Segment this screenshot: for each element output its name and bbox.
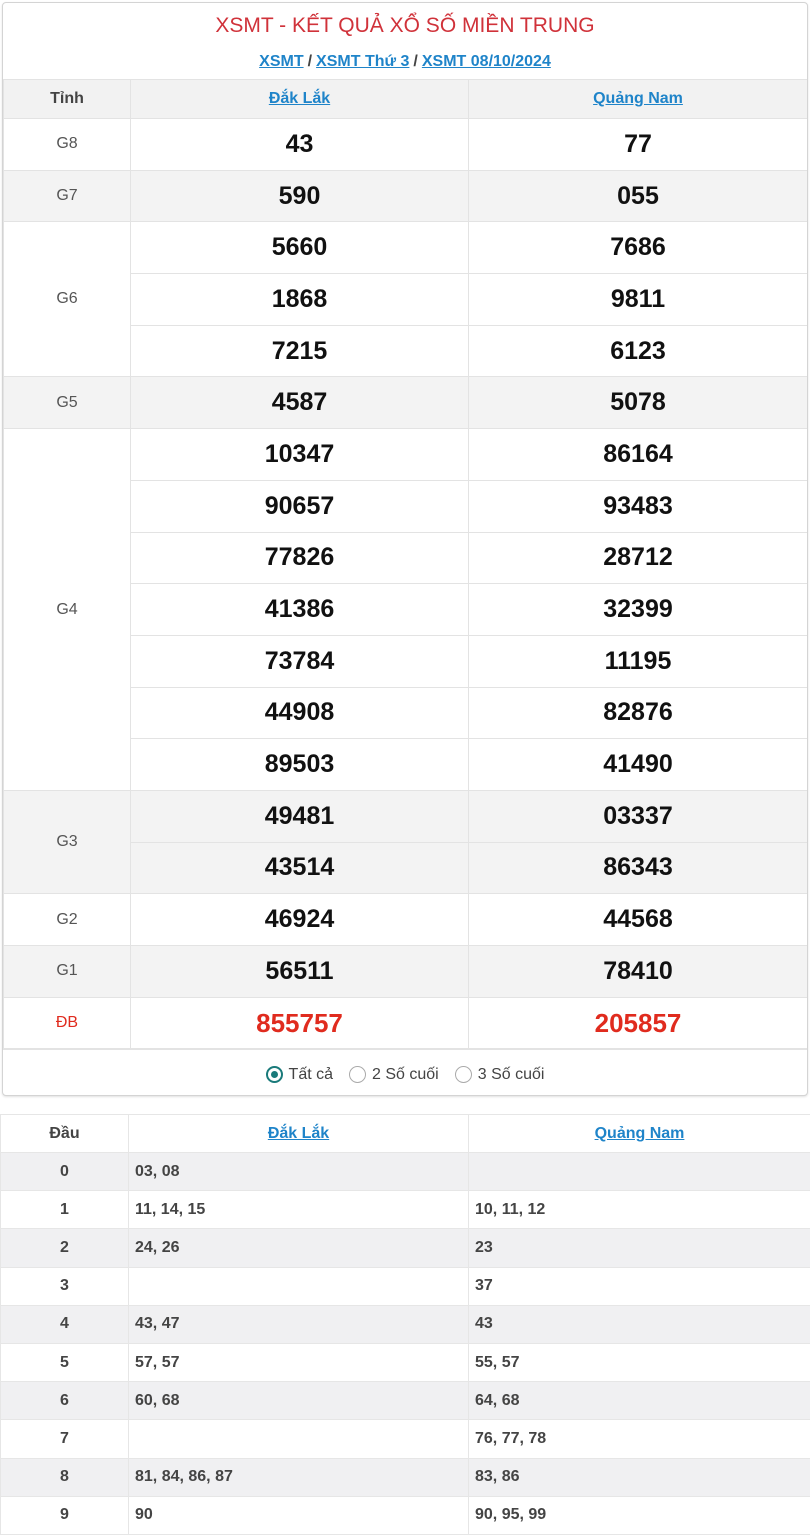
number-quang-nam: 03337 [469, 790, 808, 842]
loto-row [1, 1153, 810, 1191]
loto-values-dak-lak: 03, 08 [129, 1153, 469, 1191]
prize-label: G6 [4, 222, 131, 377]
number-dak-lak: 4587 [131, 377, 469, 429]
filter-all[interactable] [266, 1066, 333, 1084]
number-dak-lak: 5660 [131, 222, 469, 274]
filter-last-2[interactable] [349, 1066, 439, 1084]
number-quang-nam: 32399 [469, 584, 808, 636]
number-dak-lak: 90657 [131, 480, 469, 532]
number-quang-nam: 7686 [469, 222, 808, 274]
loto-values-quang-nam: 10, 11, 12 [469, 1191, 810, 1229]
prize-label: G2 [4, 894, 131, 946]
loto-head-digit: 1 [1, 1191, 129, 1229]
breadcrumb-separator: / [308, 53, 312, 70]
number-dak-lak: 44908 [131, 687, 469, 739]
result-row [4, 170, 808, 222]
loto-values-quang-nam: 37 [469, 1267, 810, 1305]
number-quang-nam: 205857 [469, 997, 808, 1049]
number-quang-nam: 86343 [469, 842, 808, 894]
number-quang-nam: 44568 [469, 894, 808, 946]
loto-head-digit: 9 [1, 1496, 129, 1534]
radio-icon[interactable] [349, 1066, 366, 1083]
number-dak-lak: 1868 [131, 274, 469, 326]
number-dak-lak: 49481 [131, 790, 469, 842]
loto-values-dak-lak [129, 1267, 469, 1305]
results-table [3, 79, 808, 1049]
province-link-quang-nam[interactable]: Quảng Nam [595, 1125, 685, 1142]
result-row [4, 894, 808, 946]
loto-row [1, 1267, 810, 1305]
loto-values-dak-lak: 11, 14, 15 [129, 1191, 469, 1229]
number-quang-nam: 11195 [469, 635, 808, 687]
prize-label: G3 [4, 790, 131, 893]
loto-row [1, 1191, 810, 1229]
loto-values-dak-lak: 24, 26 [129, 1229, 469, 1267]
number-dak-lak: 46924 [131, 894, 469, 946]
breadcrumb-separator: / [413, 53, 417, 70]
loto-head-digit: 2 [1, 1229, 129, 1267]
number-dak-lak: 590 [131, 170, 469, 222]
number-quang-nam: 5078 [469, 377, 808, 429]
breadcrumb-xsmt-date[interactable]: XSMT 08/10/2024 [422, 53, 551, 70]
loto-values-quang-nam: 23 [469, 1229, 810, 1267]
result-row [4, 377, 808, 429]
result-row [4, 790, 808, 842]
loto-head-digit: 0 [1, 1153, 129, 1191]
number-quang-nam: 6123 [469, 325, 808, 377]
digit-filter [3, 1049, 807, 1096]
number-quang-nam: 78410 [469, 946, 808, 998]
number-dak-lak: 56511 [131, 946, 469, 998]
loto-row [1, 1382, 810, 1420]
loto-values-dak-lak: 81, 84, 86, 87 [129, 1458, 469, 1496]
province-link-dak-lak[interactable]: Đắk Lắk [269, 90, 330, 107]
number-dak-lak: 77826 [131, 532, 469, 584]
result-row [4, 429, 808, 481]
result-row [4, 946, 808, 998]
loto-row [1, 1458, 810, 1496]
result-row [4, 997, 808, 1049]
number-quang-nam: 055 [469, 170, 808, 222]
column-header-dak-lak [129, 1115, 469, 1153]
prize-label: G7 [4, 170, 131, 222]
loto-head-table [0, 1114, 810, 1535]
province-link-quang-nam[interactable]: Quảng Nam [593, 90, 683, 107]
loto-values-quang-nam: 43 [469, 1305, 810, 1343]
province-link-dak-lak[interactable]: Đắk Lắk [268, 1125, 329, 1142]
breadcrumb-xsmt-thu3[interactable]: XSMT Thứ 3 [316, 53, 409, 70]
number-quang-nam: 28712 [469, 532, 808, 584]
number-quang-nam: 86164 [469, 429, 808, 481]
number-dak-lak: 41386 [131, 584, 469, 636]
loto-values-quang-nam: 90, 95, 99 [469, 1496, 810, 1534]
result-row [4, 119, 808, 171]
prize-label: G5 [4, 377, 131, 429]
number-quang-nam: 41490 [469, 739, 808, 791]
filter-label: Tất cả [289, 1066, 333, 1084]
column-header-quang-nam [469, 80, 808, 119]
breadcrumb [3, 49, 807, 79]
filter-label: 3 Số cuối [478, 1066, 545, 1084]
number-dak-lak: 855757 [131, 997, 469, 1049]
filter-label: 2 Số cuối [372, 1066, 439, 1084]
prize-label: G8 [4, 119, 131, 171]
number-quang-nam: 9811 [469, 274, 808, 326]
breadcrumb-xsmt[interactable]: XSMT [259, 53, 303, 70]
loto-head-digit: 5 [1, 1343, 129, 1381]
number-dak-lak: 89503 [131, 739, 469, 791]
loto-row [1, 1229, 810, 1267]
number-dak-lak: 7215 [131, 325, 469, 377]
loto-row [1, 1420, 810, 1458]
loto-head-digit: 8 [1, 1458, 129, 1496]
loto-values-dak-lak: 90 [129, 1496, 469, 1534]
prize-label: G4 [4, 429, 131, 791]
result-row [4, 222, 808, 274]
column-header-dak-lak [131, 80, 469, 119]
loto-head-digit: 3 [1, 1267, 129, 1305]
column-header-head: Đầu [1, 1115, 129, 1153]
loto-row [1, 1305, 810, 1343]
loto-head-digit: 6 [1, 1382, 129, 1420]
loto-values-quang-nam: 83, 86 [469, 1458, 810, 1496]
loto-values-dak-lak: 57, 57 [129, 1343, 469, 1381]
loto-row [1, 1343, 810, 1381]
number-dak-lak: 10347 [131, 429, 469, 481]
loto-values-quang-nam: 55, 57 [469, 1343, 810, 1381]
radio-icon[interactable] [266, 1066, 283, 1083]
prize-label: ĐB [4, 997, 131, 1049]
number-dak-lak: 43514 [131, 842, 469, 894]
loto-head-digit: 7 [1, 1420, 129, 1458]
loto-values-quang-nam: 76, 77, 78 [469, 1420, 810, 1458]
loto-values-dak-lak: 43, 47 [129, 1305, 469, 1343]
loto-values-quang-nam: 64, 68 [469, 1382, 810, 1420]
column-header-quang-nam [469, 1115, 810, 1153]
number-quang-nam: 82876 [469, 687, 808, 739]
loto-head-digit: 4 [1, 1305, 129, 1343]
number-dak-lak: 43 [131, 119, 469, 171]
column-header-province: Tỉnh [4, 80, 131, 119]
loto-row [1, 1496, 810, 1534]
number-quang-nam: 77 [469, 119, 808, 171]
number-quang-nam: 93483 [469, 480, 808, 532]
loto-values-dak-lak [129, 1420, 469, 1458]
filter-last-3[interactable] [455, 1066, 545, 1084]
results-card [2, 2, 808, 1096]
prize-label: G1 [4, 946, 131, 998]
loto-values-quang-nam [469, 1153, 810, 1191]
number-dak-lak: 73784 [131, 635, 469, 687]
page-title: XSMT - KẾT QUẢ XỔ SỐ MIỀN TRUNG [3, 3, 807, 49]
loto-values-dak-lak: 60, 68 [129, 1382, 469, 1420]
radio-icon[interactable] [455, 1066, 472, 1083]
